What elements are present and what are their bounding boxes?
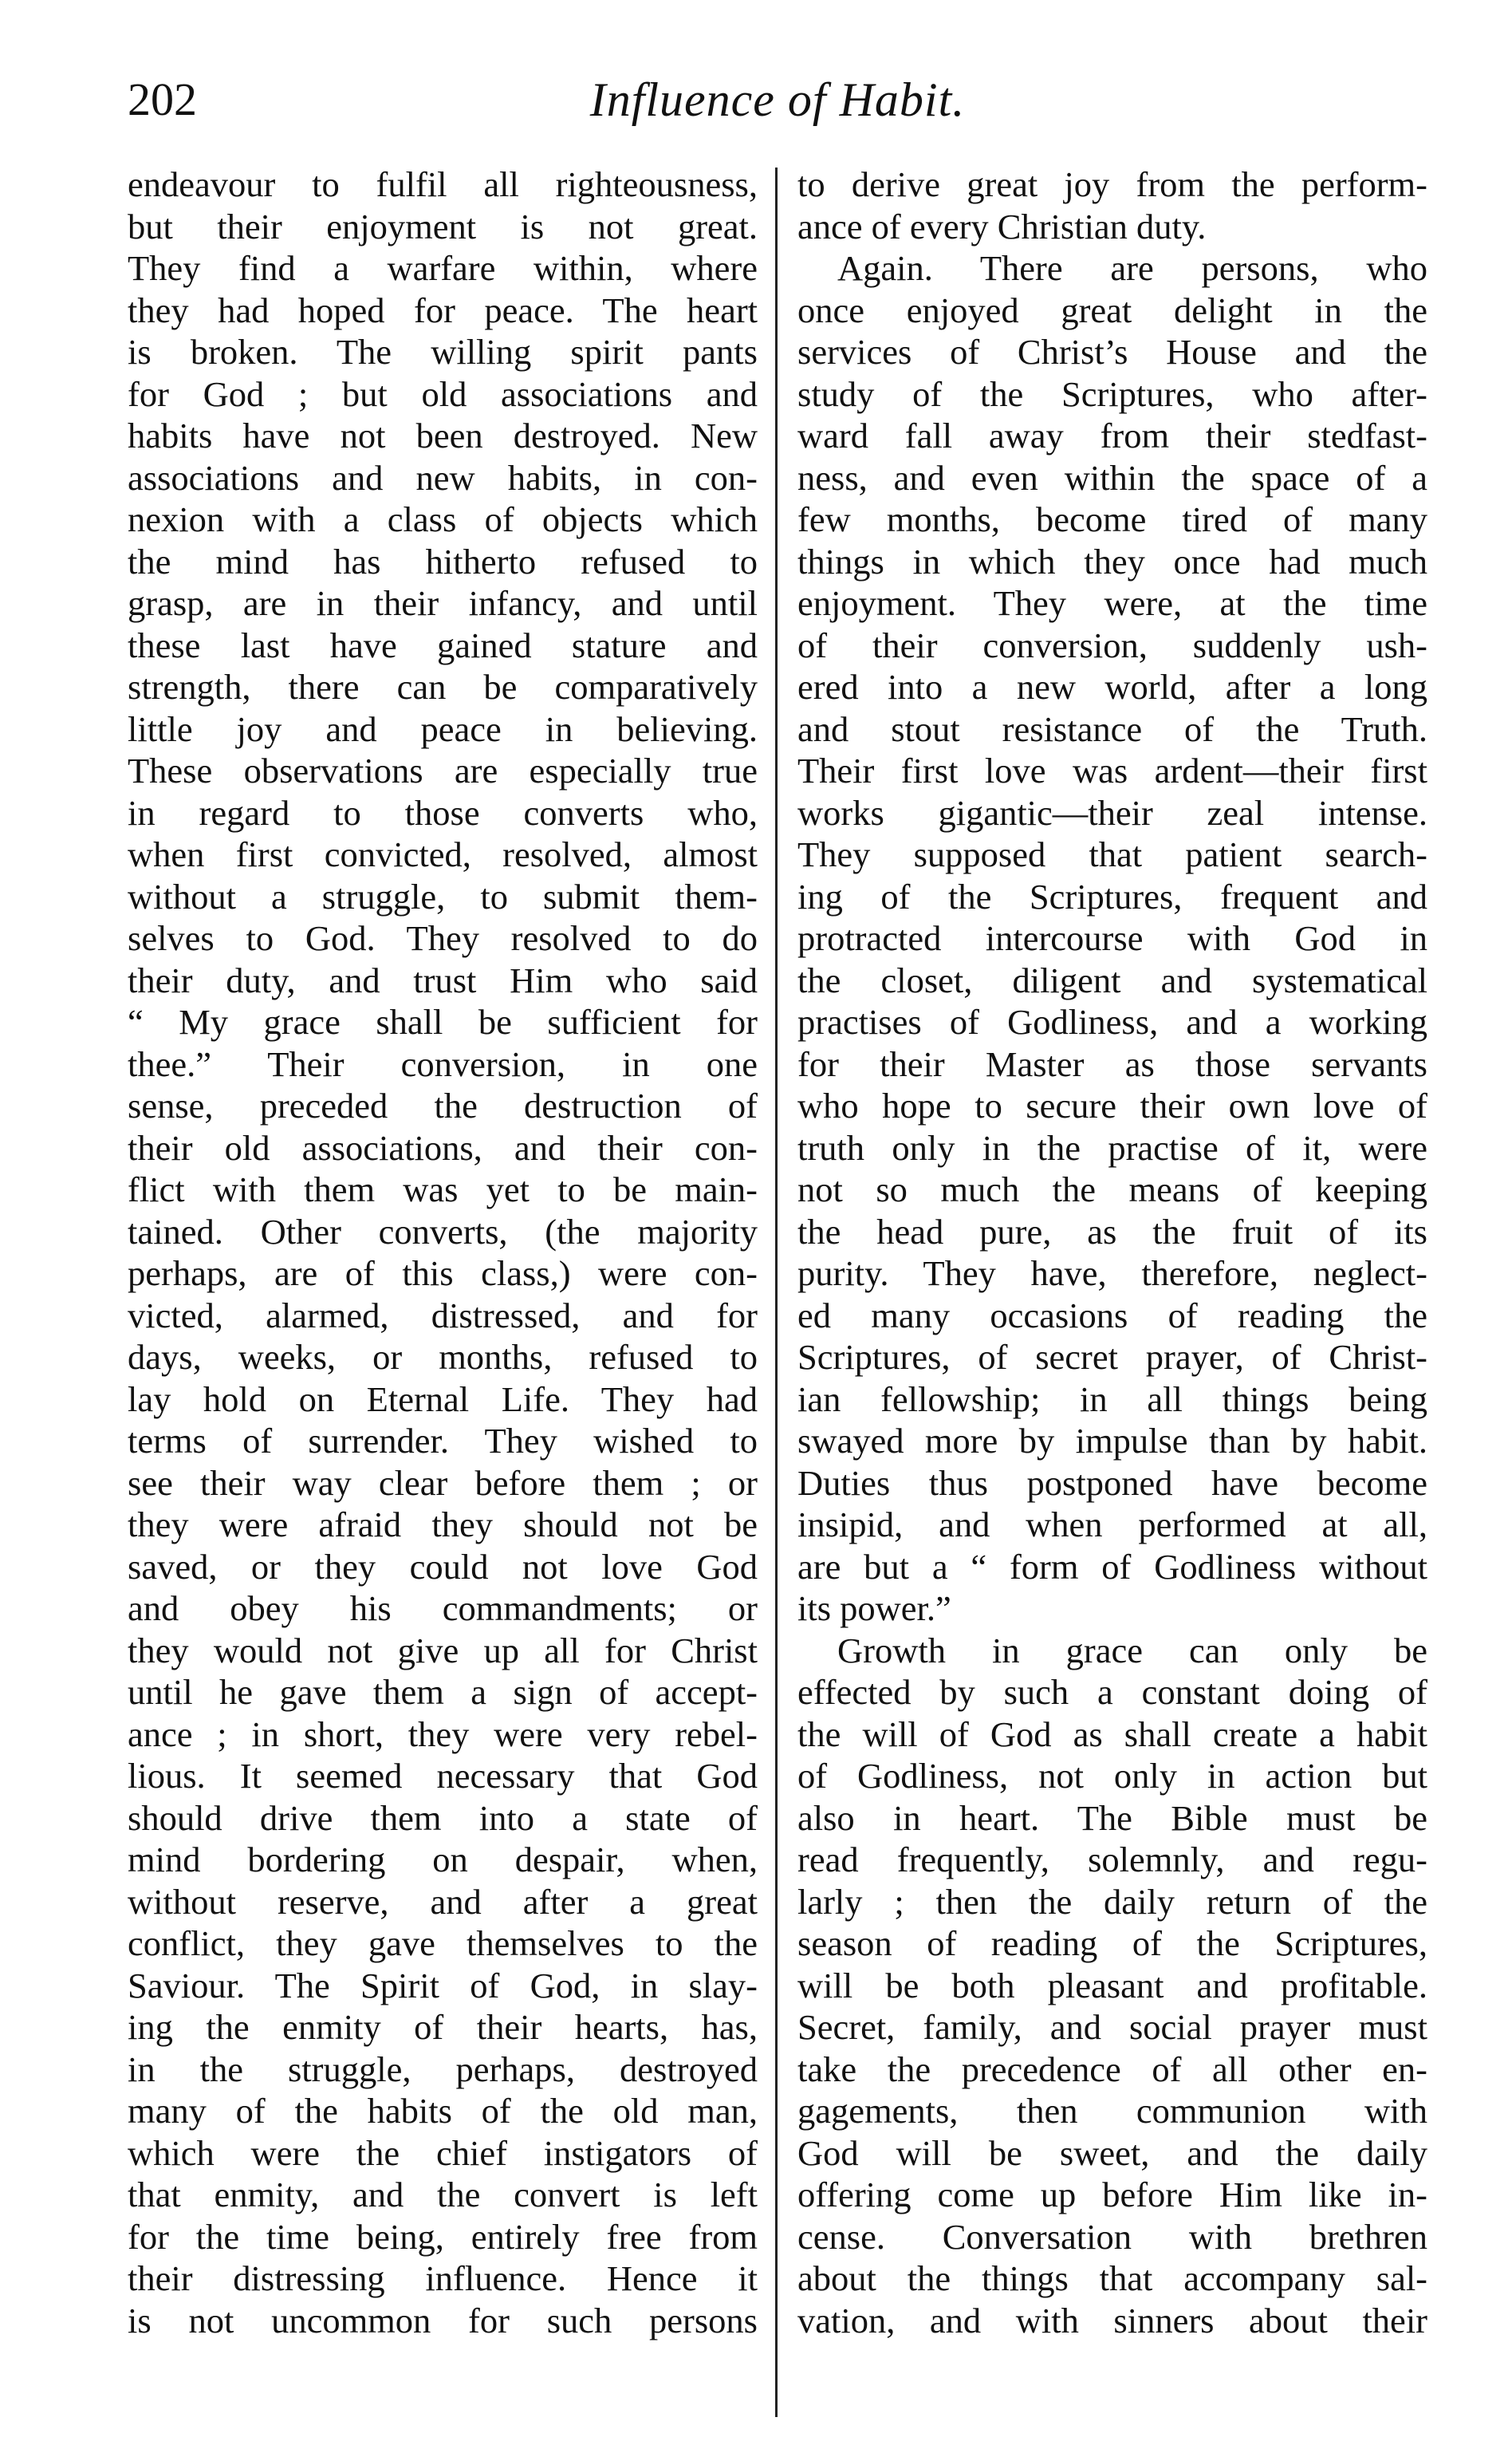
text-line: these last have gained stature and bbox=[128, 625, 758, 665]
text-line: flict with them was yet to be main- bbox=[128, 1169, 758, 1209]
text-line: few months, become tired of many bbox=[797, 499, 1427, 539]
text-line: without reserve, and after a great bbox=[128, 1881, 758, 1922]
text-line: and obey his commandments; or bbox=[128, 1588, 758, 1628]
text-line: swayed more by impulse than by habit. bbox=[797, 1421, 1427, 1461]
text-line: They find a warfare within, where bbox=[128, 248, 758, 288]
text-line: vation, and with sinners about their bbox=[797, 2300, 1427, 2340]
text-line: in regard to those converts who, bbox=[128, 792, 758, 833]
text-line: also in heart. The Bible must be bbox=[797, 1797, 1427, 1838]
text-line: they would not give up all for Christ bbox=[128, 1630, 758, 1670]
text-line: when first convicted, resolved, almost bbox=[128, 834, 758, 874]
text-line: ness, and even within the space of a bbox=[797, 457, 1427, 498]
page-number: 202 bbox=[128, 73, 197, 125]
text-line: season of reading of the Scriptures, bbox=[797, 1923, 1427, 1963]
text-line: saved, or they could not love God bbox=[128, 1546, 758, 1587]
text-line: cense. Conversation with brethren bbox=[797, 2216, 1427, 2257]
text-line: Again. There are persons, who bbox=[837, 248, 1427, 288]
text-line: they were afraid they should not be bbox=[128, 1504, 758, 1544]
text-line: little joy and peace in believing. bbox=[128, 708, 758, 749]
text-line: purity. They have, therefore, neglect- bbox=[797, 1253, 1427, 1293]
text-line: ed many occasions of reading the bbox=[797, 1295, 1427, 1335]
text-line: take the precedence of all other en- bbox=[797, 2049, 1427, 2089]
text-line: its power.” bbox=[797, 1588, 951, 1628]
text-line: God will be sweet, and the daily bbox=[797, 2132, 1427, 2173]
text-line: see their way clear before them ; or bbox=[128, 1462, 758, 1503]
text-line: endeavour to fulfil all righteousness, bbox=[128, 164, 758, 204]
text-line: insipid, and when performed at all, bbox=[797, 1504, 1427, 1544]
text-line: of Godliness, not only in action but bbox=[797, 1756, 1427, 1796]
text-line: read frequently, solemnly, and regu- bbox=[797, 1840, 1427, 1879]
text-line: thee.” Their conversion, in one bbox=[128, 1043, 758, 1084]
text-line: that enmity, and the convert is left bbox=[128, 2175, 758, 2214]
text-line: they had hoped for peace. The heart bbox=[128, 290, 758, 330]
text-line: about the things that accompany sal- bbox=[797, 2258, 1427, 2298]
text-line: strength, there can be comparatively bbox=[128, 667, 758, 707]
text-line: larly ; then the daily return of the bbox=[797, 1881, 1427, 1922]
text-line: selves to God. They resolved to do bbox=[128, 918, 758, 958]
text-line: offering come up before Him like in- bbox=[797, 2175, 1427, 2214]
text-line: gagements, then communion with bbox=[797, 2091, 1427, 2131]
text-line: terms of surrender. They wished to bbox=[128, 1421, 758, 1461]
text-line: Their first love was ardent—their first bbox=[797, 751, 1427, 791]
text-line: effected by such a constant doing of bbox=[797, 1672, 1427, 1712]
text-line: sense, preceded the destruction of bbox=[128, 1086, 758, 1126]
text-line: study of the Scriptures, who after- bbox=[797, 373, 1427, 414]
text-line: should drive them into a state of bbox=[128, 1797, 758, 1838]
text-line: once enjoyed great delight in the bbox=[797, 290, 1427, 330]
text-line: is broken. The willing spirit pants bbox=[128, 332, 758, 372]
text-line: who hope to secure their own love of bbox=[797, 1086, 1427, 1126]
text-line: and stout resistance of the Truth. bbox=[797, 708, 1427, 749]
text-line: days, weeks, or months, refused to bbox=[128, 1337, 758, 1377]
text-line: ance ; in short, they were very rebel- bbox=[128, 1713, 758, 1754]
column-divider bbox=[775, 168, 778, 2417]
text-line: ian fellowship; in all things being bbox=[797, 1378, 1427, 1419]
text-line: Secret, family, and social prayer must bbox=[797, 2007, 1427, 2047]
text-line: protracted intercourse with God in bbox=[797, 918, 1427, 958]
text-line: grasp, are in their infancy, and until bbox=[128, 583, 758, 623]
text-line: for God ; but old associations and bbox=[128, 373, 758, 414]
text-line: not so much the means of keeping bbox=[797, 1169, 1427, 1209]
left-column bbox=[128, 164, 758, 2341]
text-line: Scriptures, of secret prayer, of Christ- bbox=[797, 1337, 1427, 1377]
text-line: conflict, they gave themselves to the bbox=[128, 1923, 758, 1963]
text-line: their old associations, and their con- bbox=[128, 1127, 758, 1168]
text-line: will be both pleasant and profitable. bbox=[797, 1965, 1427, 2005]
text-line: truth only in the practise of it, were bbox=[797, 1127, 1427, 1168]
text-line: for the time being, entirely free from bbox=[128, 2216, 758, 2257]
text-line: without a struggle, to submit them- bbox=[128, 876, 758, 917]
text-line: their distressing influence. Hence it bbox=[128, 2258, 758, 2298]
right-column bbox=[797, 164, 1427, 2341]
text-line: but their enjoyment is not great. bbox=[128, 206, 758, 246]
text-line: works gigantic—their zeal intense. bbox=[797, 792, 1427, 833]
text-line: for their Master as those servants bbox=[797, 1043, 1427, 1084]
text-line: enjoyment. They were, at the time bbox=[797, 583, 1427, 623]
text-line: are but a “ form of Godliness without bbox=[797, 1546, 1427, 1587]
text-line: ing the enmity of their hearts, has, bbox=[128, 2007, 758, 2047]
text-line: in the struggle, perhaps, destroyed bbox=[128, 2049, 758, 2089]
text-line: These observations are especially true bbox=[128, 751, 758, 791]
text-line: ered into a new world, after a long bbox=[797, 667, 1427, 707]
text-line: practises of Godliness, and a working bbox=[797, 1002, 1427, 1042]
text-line: things in which they once had much bbox=[797, 541, 1427, 582]
text-line: which were the chief instigators of bbox=[128, 2132, 758, 2173]
text-line: until he gave them a sign of accept- bbox=[128, 1672, 758, 1712]
text-line: to derive great joy from the perform- bbox=[797, 164, 1427, 204]
text-line: lious. It seemed necessary that God bbox=[128, 1756, 758, 1796]
page-header bbox=[128, 72, 1427, 136]
text-line: the closet, diligent and systematical bbox=[797, 960, 1427, 1000]
text-line: “ My grace shall be sufficient for bbox=[128, 1002, 758, 1042]
text-line: associations and new habits, in con- bbox=[128, 457, 758, 498]
text-line: services of Christ’s House and the bbox=[797, 332, 1427, 372]
text-line: They supposed that patient search- bbox=[797, 834, 1427, 874]
text-line: perhaps, are of this class,) were con- bbox=[128, 1253, 758, 1293]
text-line: the mind has hitherto refused to bbox=[128, 541, 758, 582]
text-line: many of the habits of the old man, bbox=[128, 2091, 758, 2131]
text-line: Saviour. The Spirit of God, in slay- bbox=[128, 1965, 758, 2005]
text-line: ing of the Scriptures, frequent and bbox=[797, 876, 1427, 917]
text-line: habits have not been destroyed. New bbox=[128, 416, 758, 455]
running-title: Influence of Habit. bbox=[589, 73, 966, 126]
text-line: Growth in grace can only be bbox=[837, 1630, 1427, 1670]
text-line: of their conversion, suddenly ush- bbox=[797, 625, 1427, 665]
text-line: Duties thus postponed have become bbox=[797, 1462, 1427, 1503]
text-line: the will of God as shall create a habit bbox=[797, 1713, 1427, 1754]
text-line: mind bordering on despair, when, bbox=[128, 1840, 758, 1879]
text-line: their duty, and trust Him who said bbox=[128, 960, 758, 1000]
text-line: ance of every Christian duty. bbox=[797, 206, 1207, 246]
text-line: the head pure, as the fruit of its bbox=[797, 1211, 1427, 1252]
text-line: nexion with a class of objects which bbox=[128, 499, 758, 539]
text-line: tained. Other converts, (the majority bbox=[128, 1211, 758, 1252]
text-line: victed, alarmed, distressed, and for bbox=[128, 1295, 758, 1335]
text-line: ward fall away from their stedfast- bbox=[797, 416, 1427, 455]
text-line: is not uncommon for such persons bbox=[128, 2300, 758, 2340]
text-line: lay hold on Eternal Life. They had bbox=[128, 1378, 758, 1419]
